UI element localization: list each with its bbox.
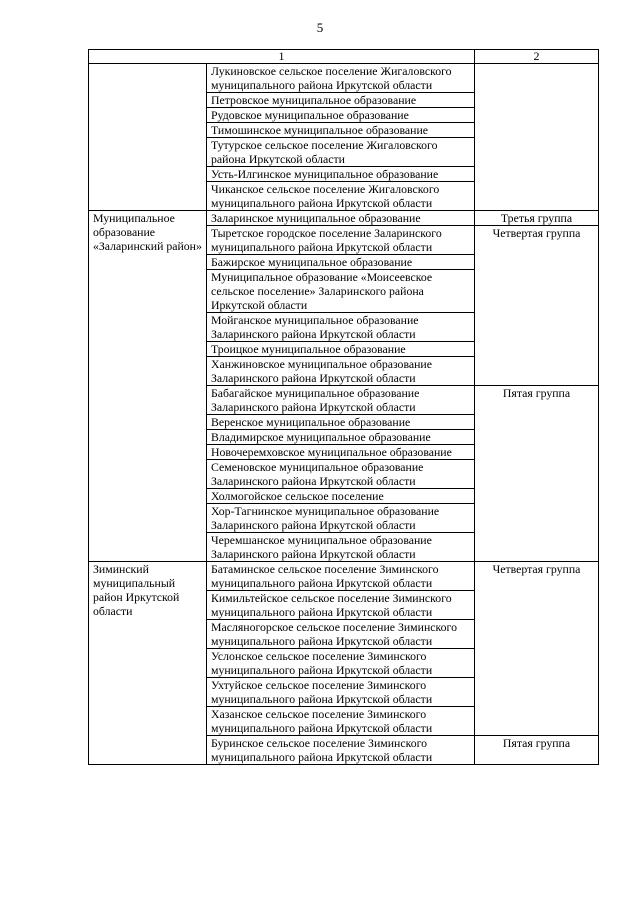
entry-cell: Троицкое муниципальное образование <box>207 342 475 357</box>
entry-cell: Рудовское муниципальное образование <box>207 108 475 123</box>
group-cell-empty <box>475 64 599 211</box>
entry-cell: Хор-Тагнинское муниципальное образование Заларинского района Иркутской области <box>207 504 475 533</box>
entry-cell: Черемшанское муниципальное образование Заларинского района Иркутской области <box>207 533 475 562</box>
group-cell: Третья группа <box>475 211 599 226</box>
entry-cell: Бабагайское муниципальное образование Заларинского района Иркутской области <box>207 386 475 415</box>
entry-cell: Бажирское муниципальное образование <box>207 255 475 270</box>
entry-cell: Тыретское городское поселение Заларинского муниципального района Иркутской области <box>207 226 475 255</box>
entry-cell: Масляногорское сельское поселение Зиминского муниципального района Иркутской области <box>207 620 475 649</box>
municipalities-table <box>88 49 599 765</box>
entry-cell: Тимошинское муниципальное образование <box>207 123 475 138</box>
entry-cell: Лукиновское сельское поселение Жигаловского муниципального района Иркутской области <box>207 64 475 93</box>
header-col-2: 2 <box>475 50 599 64</box>
entry-cell: Тутурское сельское поселение Жигаловского района Иркутской области <box>207 138 475 167</box>
table-row <box>89 211 599 226</box>
entry-cell: Кимильтейское сельское поселение Зиминского муниципального района Иркутской области <box>207 591 475 620</box>
group-cell: Четвертая группа <box>475 562 599 736</box>
entry-cell: Веренское муниципальное образование <box>207 415 475 430</box>
group-cell: Четвертая группа <box>475 226 599 386</box>
entry-cell: Услонское сельское поселение Зиминского муниципального района Иркутской области <box>207 649 475 678</box>
entry-cell: Хазанское сельское поселение Зиминского муниципального района Иркутской области <box>207 707 475 736</box>
entry-cell: Заларинское муниципальное образование <box>207 211 475 226</box>
table-header-row <box>89 50 599 64</box>
entry-cell: Петровское муниципальное образование <box>207 93 475 108</box>
page-number: 5 <box>316 20 324 35</box>
entry-cell: Муниципальное образование «Моисеевское сельское поселение» Заларинского района Иркутской области <box>207 270 475 313</box>
group-cell: Пятая группа <box>475 736 599 765</box>
entry-cell: Новочеремховское муниципальное образование <box>207 445 475 460</box>
district-cell <box>89 64 207 211</box>
table-row <box>89 562 599 591</box>
entry-cell: Мойганское муниципальное образование Заларинского района Иркутской области <box>207 313 475 342</box>
district-cell: Муниципальное образование «Заларинский район» <box>89 211 207 562</box>
entry-cell: Холмогойское сельское поселение <box>207 489 475 504</box>
entry-cell: Батаминское сельское поселение Зиминского муниципального района Иркутской области <box>207 562 475 591</box>
entry-cell: Чиканское сельское поселение Жигаловского муниципального района Иркутской области <box>207 182 475 211</box>
entry-cell: Буринское сельское поселение Зиминского муниципального района Иркутской области <box>207 736 475 765</box>
entry-cell: Владимирское муниципальное образование <box>207 430 475 445</box>
entry-cell: Ухтуйское сельское поселение Зиминского муниципального района Иркутской области <box>207 678 475 707</box>
header-col-1: 1 <box>89 50 475 64</box>
district-cell: Зиминский муниципальный район Иркутской области <box>89 562 207 765</box>
table-row <box>89 64 599 93</box>
entry-cell: Усть-Илгинское муниципальное образование <box>207 167 475 182</box>
group-cell: Пятая группа <box>475 386 599 562</box>
entry-cell: Ханжиновское муниципальное образование Заларинского района Иркутской области <box>207 357 475 386</box>
entry-cell: Семеновское муниципальное образование Заларинского района Иркутской области <box>207 460 475 489</box>
